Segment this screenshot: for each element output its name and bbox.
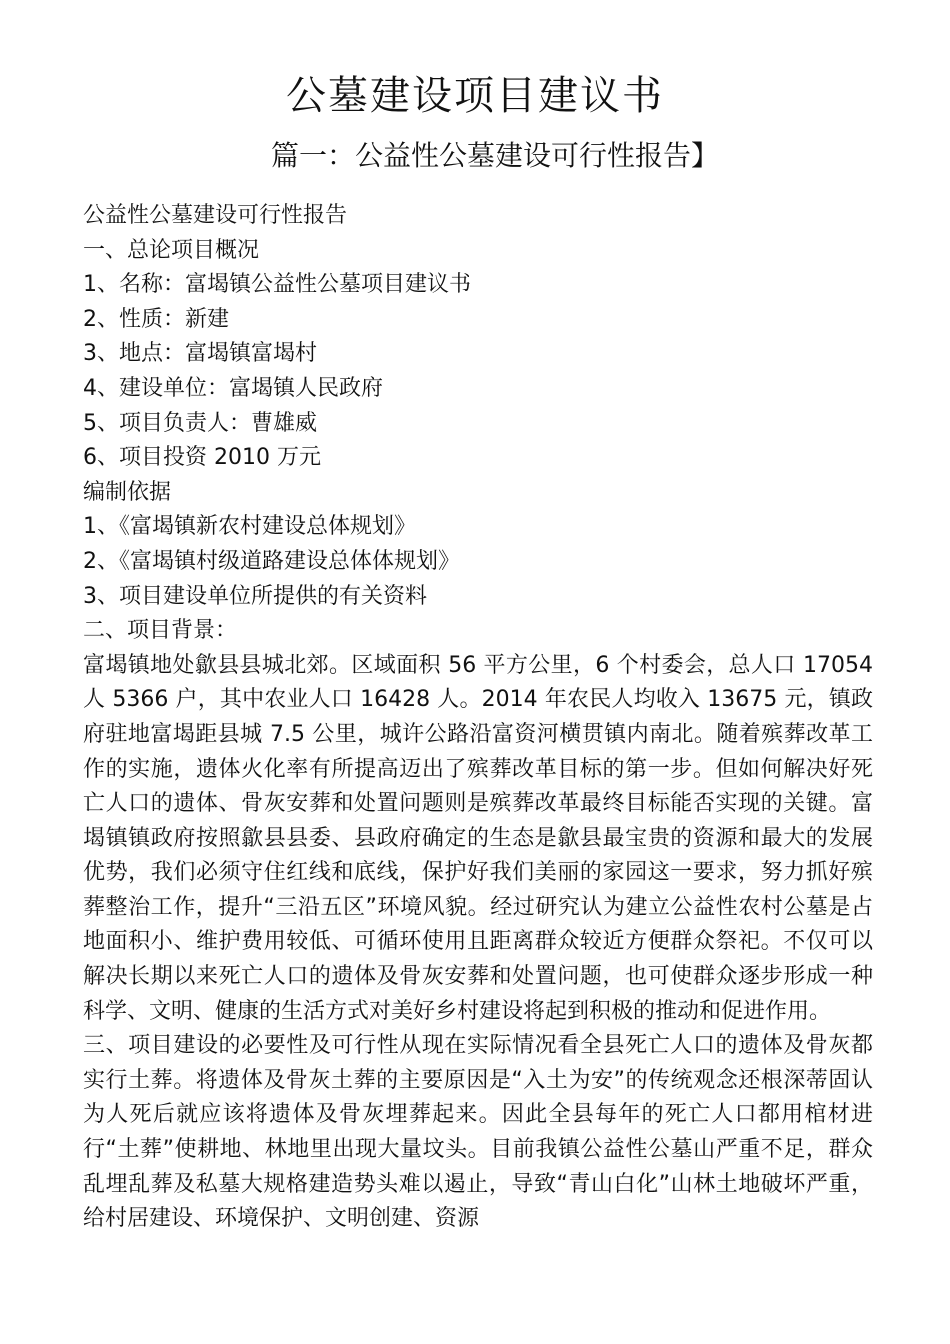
document-title: 公墓建设项目建议书 — [286, 73, 664, 119]
document-body — [83, 199, 873, 1237]
section-overview-heading: 一、总论项目概况 — [83, 237, 260, 263]
document-subtitle: 篇一：公益性公墓建设可行性报告】 — [270, 139, 719, 172]
overview-item-manager: 5、项目负责人：曹雄威 — [83, 410, 317, 436]
basis-heading: 编制依据 — [83, 479, 172, 505]
basis-item-2: 2、《富堨镇村级道路建设总体体规划》 — [83, 548, 460, 574]
overview-item-nature: 2、性质：新建 — [83, 306, 229, 332]
background-paragraph: 富堨镇地处歙县县城北郊。区域面积 56 平方公里，6 个村委会，总人口 17054 人 5366 户，其中农业人口 16428 人。2014 年农民人均收入 13675 元，镇政府驻地富堨距县城 7.5 公里，城许公路沿富资河横贯镇内南北。随着殡葬改革工作的实施，遗体火化率有所提高迈出了殡葬改革目标的第一步。但如何解决好死亡人口的遗体、骨灰安葬和处置问题则是殡葬改革最终目标能否实现的关键。富堨镇镇政府按照歙县县委、县政府确定的生态是歙县最宝贵的资源和最大的发展优势，我们必须守住红线和底线，保护好我们美丽的家园这一要求，努力抓好殡葬整治工作，提升“三沿五区”环境风貌。经过研究认为建立公益性农村公墓是占地面积小、维护费用较低、可循环使用且距离群众较近方便群众祭祀。不仅可以解决长期以来死亡人口的遗体及骨灰安葬和处置问题，也可使群众逐步形成一种科学、文明、健康的生活方式对美好乡村建设将起到积极的推动和促进作用。 — [83, 652, 873, 1024]
overview-item-name: 1、名称：富堨镇公益性公墓项目建议书 — [83, 272, 471, 298]
overview-item-investment: 6、项目投资 2010 万元 — [83, 445, 321, 471]
overview-item-location: 3、地点：富堨镇富堨村 — [83, 341, 317, 367]
report-heading: 公益性公墓建设可行性报告 — [83, 203, 348, 228]
section-background-heading: 二、项目背景： — [83, 618, 238, 644]
overview-item-builder: 4、建设单位：富堨镇人民政府 — [83, 375, 383, 401]
basis-item-1: 1、《富堨镇新农村建设总体规划》 — [83, 514, 416, 540]
basis-item-3: 3、项目建设单位所提供的有关资料 — [83, 583, 427, 609]
necessity-paragraph: 三、项目建设的必要性及可行性从现在实际情况看全县死亡人口的遗体及骨灰都实行土葬。将遗体及骨灰土葬的主要原因是“入土为安”的传统观念还根深蒂固认为人死后就应该将遗体及骨灰埋葬起来。因此全县每年的死亡人口都用棺材进行“土葬”使耕地、林地里出现大量坟头。目前我镇公益性公墓山严重不足，群众乱埋乱葬及私墓大规格建造势头难以遏止，导致“青山白化”山林土地破坏严重，给村居建设、环境保护、文明创建、资源 — [83, 1033, 873, 1232]
